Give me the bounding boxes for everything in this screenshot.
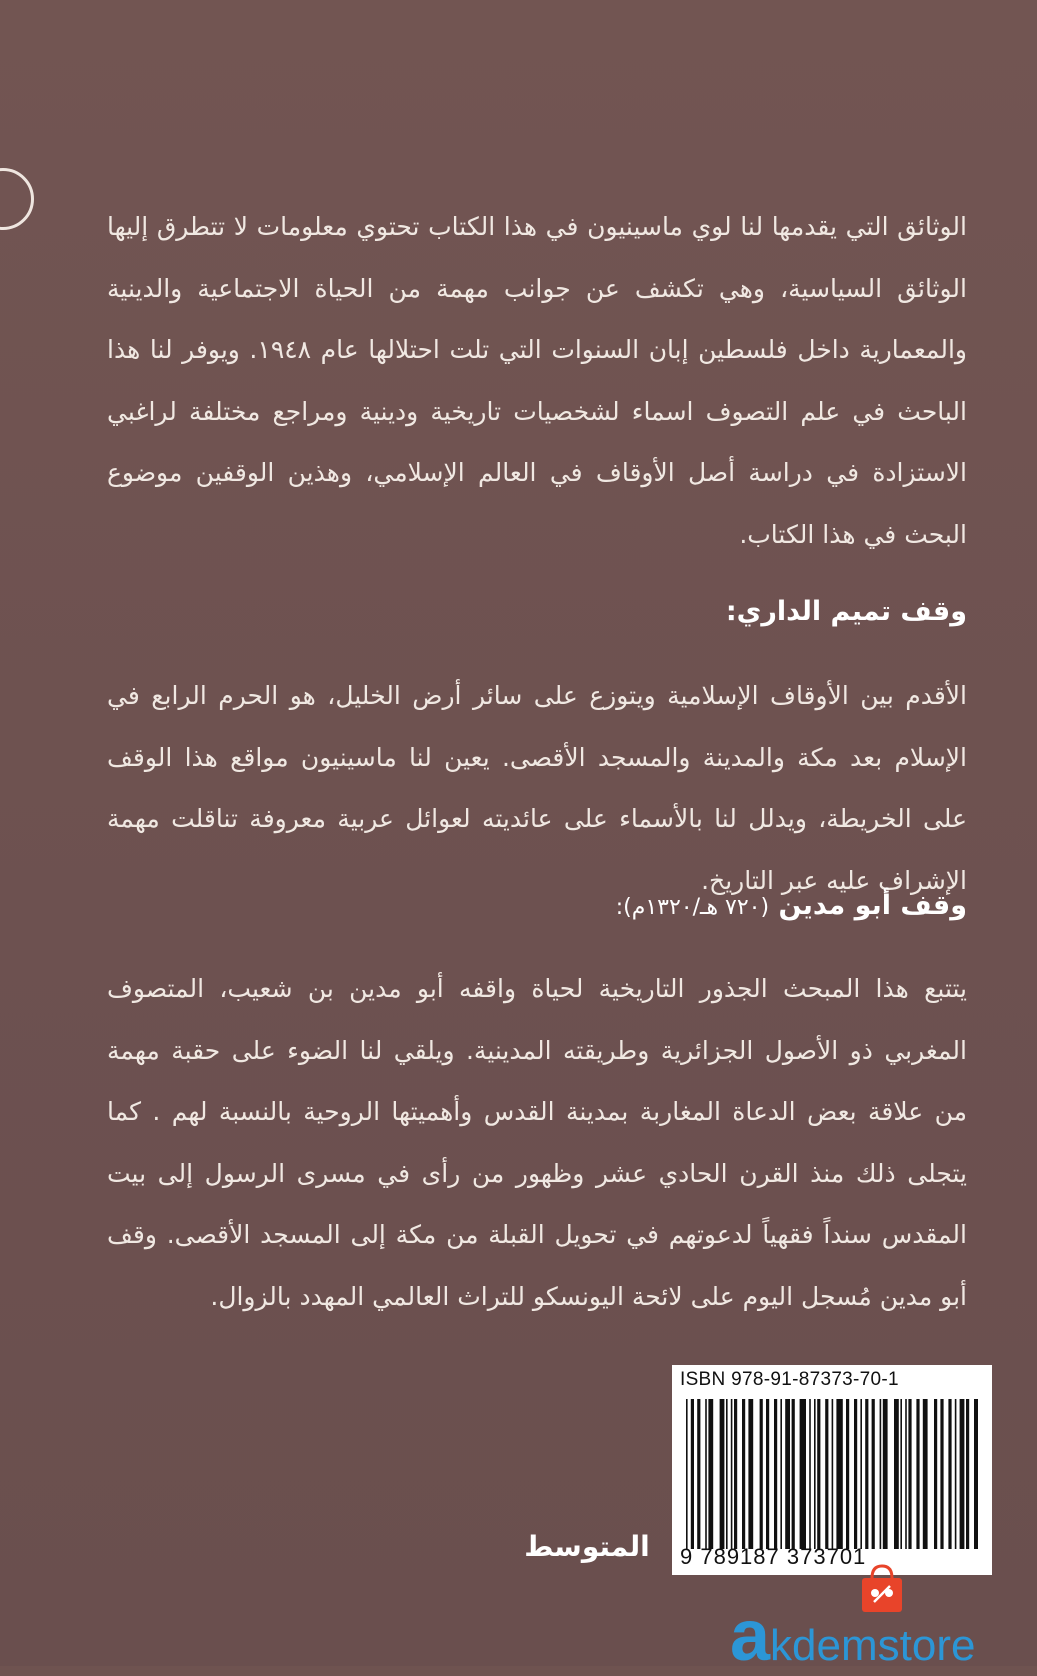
- watermark-text: kdemstore: [770, 1621, 976, 1670]
- barcode-bar: [894, 1399, 899, 1549]
- barcode-bar: [785, 1399, 790, 1549]
- barcode-bar: [814, 1399, 816, 1549]
- barcode-bars: [682, 1399, 982, 1549]
- barcode-bar: [731, 1399, 733, 1549]
- barcode-bar: [720, 1399, 725, 1549]
- barcode-bar: [780, 1399, 782, 1549]
- store-watermark: [730, 1596, 976, 1676]
- abu-madyan-paragraph-text: يتتبع هذا المبحث الجذور التاريخية لحياة واقفه أبو مدين بن شعيب، المتصوف المغربي ذو الأصول الجزائرية وطريقته المدينية. ويلقي لنا الضوء على حقبة مهمة من علاقة بعض الدعاة المغاربة بمدينة القدس وأهميتها الروحية بالنسبة لهم . كما يتجلى ذلك منذ القرن الحادي عشر وظهور من رأى في مسرى الرسول إلى بيت المقدس سنداً فقهياً لدعوتهم في تحويل القبلة من مكة إلى المسجد الأقصى. وقف أبو مدين مُسجل اليوم على لائحة اليونسكو للتراث العالمي المهدد بالزوال.: [107, 974, 967, 1311]
- barcode-bar: [705, 1399, 707, 1549]
- section-heading-tamim: [107, 596, 967, 627]
- barcode-bar: [880, 1399, 882, 1549]
- barcode-bar: [955, 1399, 957, 1549]
- barcode-bar: [923, 1399, 928, 1549]
- barcode-bar: [960, 1399, 965, 1549]
- section-heading-tamim-text: وقف تميم الداري:: [725, 596, 967, 627]
- barcode-bar: [774, 1399, 777, 1549]
- abu-madyan-paragraph: [107, 958, 967, 1327]
- barcode-bar: [800, 1399, 806, 1549]
- barcode-bar: [872, 1399, 875, 1549]
- barcode-bar: [748, 1399, 753, 1549]
- barcode-bar: [974, 1399, 978, 1549]
- barcode-bar: [846, 1399, 849, 1549]
- barcode-bar: [809, 1399, 811, 1549]
- isbn-barcode: [672, 1365, 992, 1575]
- watermark-initial: a: [730, 1596, 771, 1676]
- barcode-bar: [836, 1399, 842, 1549]
- barcode-bar: [760, 1399, 763, 1549]
- barcode-bar: [742, 1399, 745, 1549]
- section-heading-date: (٧٢٠ هـ/١٣٢٠م):: [615, 895, 770, 920]
- tamim-paragraph-text: الأقدم بين الأوقاف الإسلامية ويتوزع على سائر أرض الخليل، هو الحرم الرابع في الإسلام بعد مكة والمدينة والمسجد الأقصى. يعين لنا ماسينيون مواقع هذا الوقف على الخريطة، ويدلل لنا بالأسماء على عائديته لعوائل عربية معروفة تناقلت مهمة الإشراف عليه عبر التاريخ.: [107, 681, 967, 895]
- barcode-bar: [854, 1399, 857, 1549]
- isbn-label: ISBN 978-91-87373-70-1: [680, 1369, 899, 1390]
- barcode-bar: [734, 1399, 737, 1549]
- barcode-bar: [948, 1399, 951, 1549]
- barcode-bar: [905, 1399, 907, 1549]
- circle-mark-icon: [0, 168, 34, 230]
- barcode-bar: [916, 1399, 919, 1549]
- barcode-bar: [825, 1399, 828, 1549]
- tamim-paragraph: [107, 665, 967, 911]
- section-heading-abu-madyan: [107, 890, 967, 921]
- barcode-bar: [726, 1399, 728, 1549]
- barcode-bar: [940, 1399, 943, 1549]
- barcode-bar: [900, 1399, 902, 1549]
- barcode-bar: [966, 1399, 969, 1549]
- publisher-name: المتوسط: [524, 1530, 650, 1563]
- isbn-digits: 9 789187 373701: [680, 1544, 867, 1569]
- intro-paragraph: [107, 196, 967, 565]
- barcode-bar: [697, 1399, 700, 1549]
- barcode-bar: [934, 1399, 937, 1549]
- publisher-logo: [512, 1530, 662, 1563]
- barcode-bar: [865, 1399, 868, 1549]
- intro-paragraph-text: الوثائق التي يقدمها لنا لوي ماسينيون في هذا الكتاب تحتوي معلومات لا تتطرق إليها الوثائق السياسية، وهي تكشف عن جوانب مهمة من الحياة الاجتماعية والدينية والمعمارية داخل فلسطين إبان السنوات التي تلت احتلالها عام ١٩٤٨. ويوفر لنا هذا الباحث في علم التصوف اسماء لشخصيات تاريخية ودينية ومراجع مختلفة لراغبي الاستزادة في دراسة أصل الأوقاف في العالم الإسلامي، وهذين الوقفين موضوع البحث في هذا الكتاب.: [107, 212, 968, 549]
- barcode-bar: [766, 1399, 769, 1549]
- barcode-bar: [908, 1399, 911, 1549]
- barcode-bar: [691, 1399, 694, 1549]
- barcode-bar: [832, 1399, 834, 1549]
- section-heading-abu-madyan-text: وقف أبو مدين: [778, 890, 967, 921]
- barcode-bar: [883, 1399, 888, 1549]
- barcode-bar: [792, 1399, 795, 1549]
- barcode-bar: [817, 1399, 820, 1549]
- barcode-bar: [686, 1399, 688, 1549]
- barcode-bar: [708, 1399, 713, 1549]
- barcode-bar: [860, 1399, 862, 1549]
